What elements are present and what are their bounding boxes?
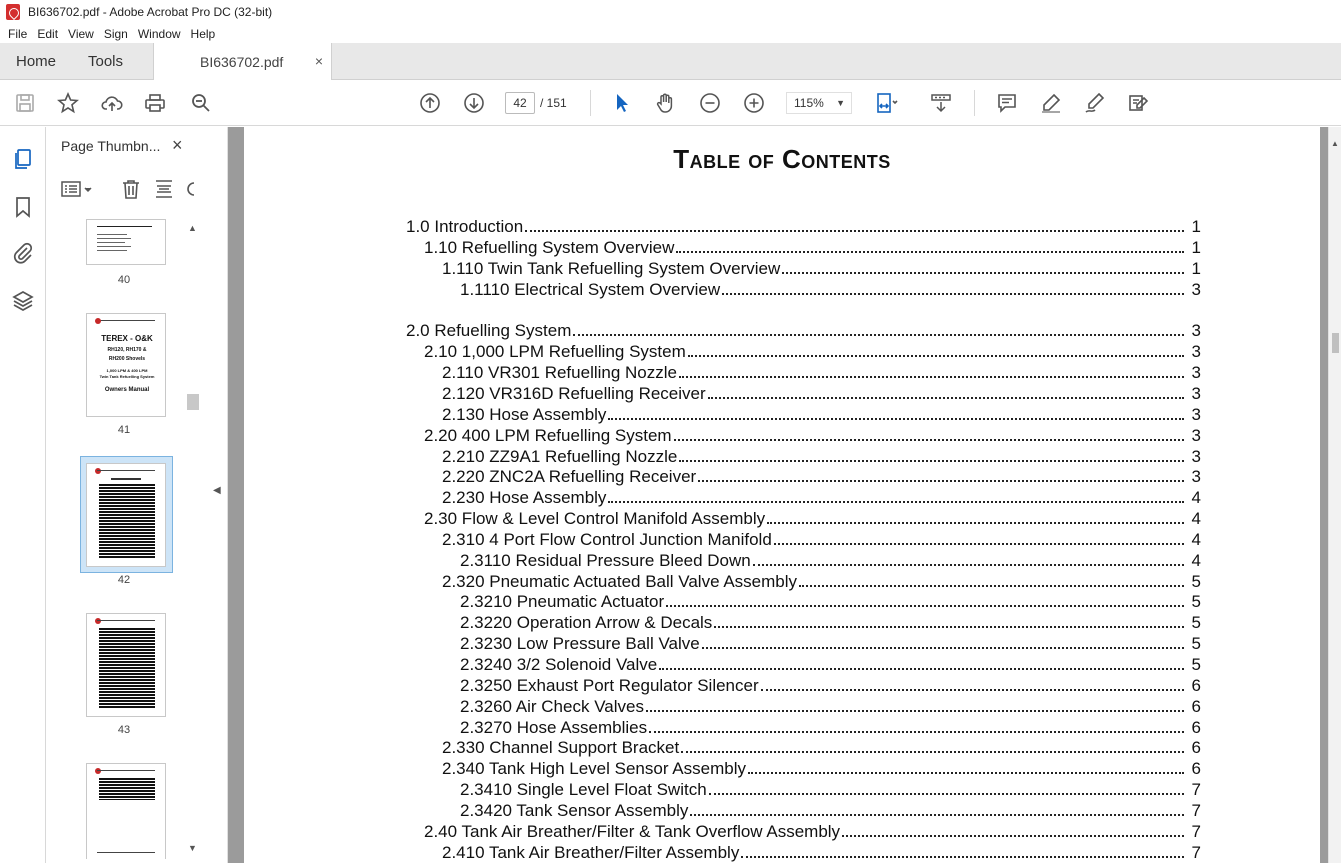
toc-leader-dots bbox=[679, 376, 1184, 378]
panel-title: Page Thumbn... bbox=[61, 138, 161, 154]
toc-entry[interactable] bbox=[424, 509, 1201, 530]
toc-entry-page: 6 bbox=[1191, 696, 1201, 716]
toc-leader-dots bbox=[681, 751, 1183, 753]
toc-entry-title: 1.0 Introduction bbox=[406, 217, 524, 236]
navigation-rail bbox=[0, 127, 46, 863]
cover-line: Twin Tank Refuelling System bbox=[99, 374, 155, 379]
page-number-input[interactable]: 42 bbox=[505, 92, 535, 114]
toc-entry[interactable] bbox=[406, 321, 1201, 342]
document-scrollbar[interactable] bbox=[1328, 127, 1341, 863]
sign-icon[interactable] bbox=[1084, 92, 1106, 114]
document-viewport bbox=[228, 127, 1328, 863]
toc-entry[interactable] bbox=[424, 342, 1201, 363]
toc-entry[interactable] bbox=[442, 384, 1201, 405]
page-down-icon[interactable] bbox=[463, 92, 485, 114]
toc-entry-page: 1 bbox=[1191, 237, 1201, 257]
toc-entry[interactable] bbox=[442, 572, 1201, 593]
tab-tools[interactable]: Tools bbox=[88, 53, 124, 70]
toc-leader-dots bbox=[608, 418, 1183, 420]
cloud-upload-icon[interactable] bbox=[101, 92, 123, 114]
zoom-value: 115% bbox=[794, 96, 824, 110]
toc-entry-title: 2.110 VR301 Refuelling Nozzle bbox=[442, 363, 677, 383]
scrollbar-thumb[interactable] bbox=[187, 394, 199, 410]
toc-entry-title: 2.30 Flow & Level Control Manifold Assembly bbox=[424, 509, 766, 529]
toc-entry[interactable] bbox=[442, 259, 1201, 280]
toc-entry[interactable] bbox=[442, 738, 1201, 759]
toc-entry-title: 2.340 Tank High Level Sensor Assembly bbox=[442, 759, 746, 779]
toc-leader-dots bbox=[774, 543, 1184, 545]
cover-line: RH200 Shovels bbox=[108, 356, 146, 362]
toc-entry[interactable] bbox=[442, 530, 1201, 551]
toc-entry[interactable] bbox=[460, 676, 1201, 697]
toc-entry-page: 4 bbox=[1191, 509, 1201, 529]
toc-entry[interactable] bbox=[460, 634, 1201, 655]
tab-document[interactable] bbox=[153, 43, 332, 81]
toc-leader-dots bbox=[666, 605, 1183, 607]
toc-leader-dots bbox=[690, 814, 1183, 816]
toc-entry-page: 3 bbox=[1191, 446, 1201, 466]
toc-entry-title: 2.20 400 LPM Refuelling System bbox=[424, 425, 672, 445]
toc-entry-page: 7 bbox=[1191, 800, 1201, 820]
close-panel-icon[interactable]: × bbox=[172, 135, 183, 155]
toc-leader-dots bbox=[761, 689, 1184, 691]
toc-entry-title: 2.410 Tank Air Breather/Filter Assembly bbox=[442, 842, 740, 862]
print-icon[interactable] bbox=[144, 92, 166, 114]
toc-entry-page: 7 bbox=[1191, 842, 1201, 862]
toc-entry-title: 2.130 Hose Assembly bbox=[442, 404, 607, 424]
thumbnail-page-number: 41 bbox=[117, 424, 131, 436]
cover-line: TEREX - O&K bbox=[101, 334, 153, 343]
tab-home[interactable]: Home bbox=[16, 53, 57, 70]
toc-entry[interactable] bbox=[406, 217, 1201, 238]
toc-leader-dots bbox=[674, 439, 1184, 441]
toc-entry-title: 2.3260 Air Check Valves bbox=[460, 696, 644, 716]
toc-entry[interactable] bbox=[460, 718, 1201, 739]
scroll-mode-icon[interactable] bbox=[930, 92, 952, 114]
more-tools-icon[interactable] bbox=[184, 178, 196, 200]
menu-edit[interactable]: Edit bbox=[37, 26, 59, 41]
toc-entry-title: 2.230 Hose Assembly bbox=[442, 488, 607, 508]
bookmark-icon[interactable] bbox=[11, 195, 35, 219]
panel-collapse-handle[interactable] bbox=[204, 127, 228, 863]
attachment-icon[interactable] bbox=[11, 241, 35, 265]
thumbnail-page-42[interactable] bbox=[86, 463, 166, 567]
toc-entry-page: 5 bbox=[1191, 592, 1201, 612]
thumbnail-scrollbar[interactable] bbox=[185, 219, 200, 859]
toc-entry[interactable] bbox=[442, 363, 1201, 384]
toc-leader-dots bbox=[573, 334, 1183, 336]
zoom-select[interactable] bbox=[786, 92, 852, 114]
acrobat-logo-icon bbox=[6, 4, 20, 20]
highlight-icon[interactable] bbox=[1040, 92, 1062, 114]
toc-entry[interactable] bbox=[442, 759, 1201, 780]
toc-entry-page: 3 bbox=[1191, 363, 1201, 383]
page-title: Table of Contents bbox=[673, 144, 891, 174]
toc-entry-page: 7 bbox=[1191, 821, 1201, 841]
menu-window[interactable]: Window bbox=[137, 26, 181, 41]
toc-entry-title: 2.10 1,000 LPM Refuelling System bbox=[424, 342, 686, 362]
toc-entry-page: 1 bbox=[1191, 217, 1201, 236]
menu-file[interactable]: File bbox=[8, 26, 28, 41]
toc-entry-title: 1.110 Twin Tank Refuelling System Overview bbox=[442, 258, 781, 278]
toc-entry-page: 3 bbox=[1191, 321, 1201, 341]
toc-entry-title: 2.0 Refuelling System bbox=[406, 321, 572, 341]
star-icon[interactable] bbox=[57, 92, 79, 114]
toc-entry-page: 3 bbox=[1191, 342, 1201, 362]
toc-entry-page: 4 bbox=[1191, 550, 1201, 570]
page-up-icon[interactable] bbox=[419, 92, 441, 114]
toc-entry-title: 2.3420 Tank Sensor Assembly bbox=[460, 800, 689, 820]
zoom-out-icon[interactable] bbox=[699, 92, 721, 114]
toc-entry-page: 5 bbox=[1191, 655, 1201, 674]
toc-leader-dots bbox=[708, 397, 1184, 399]
toc-entry[interactable] bbox=[460, 280, 1201, 301]
toc-leader-dots bbox=[659, 668, 1183, 670]
window-title: BI636702.pdf - Adobe Acrobat Pro DC (32-bit) bbox=[28, 5, 273, 19]
scrollbar-thumb[interactable] bbox=[1332, 333, 1339, 353]
scroll-up-icon[interactable]: ▲ bbox=[188, 223, 197, 233]
comment-icon[interactable] bbox=[996, 92, 1018, 114]
title-bar bbox=[0, 0, 1341, 24]
toolbar-separator bbox=[590, 90, 591, 116]
collapse-arrow-icon[interactable]: ◀ bbox=[213, 485, 221, 496]
toc-entry-title: 2.3210 Pneumatic Actuator bbox=[460, 592, 665, 612]
fill-sign-icon[interactable] bbox=[1127, 92, 1149, 114]
toc-entry-page: 7 bbox=[1191, 780, 1201, 800]
toc-entry-title: 2.3410 Single Level Float Switch bbox=[460, 780, 707, 800]
toc-entry[interactable] bbox=[460, 592, 1201, 613]
thumbnail-page-44[interactable] bbox=[86, 763, 166, 859]
toc-entry-title: 2.330 Channel Support Bracket bbox=[442, 738, 680, 758]
toc-entry[interactable] bbox=[460, 551, 1201, 572]
toc-leader-dots bbox=[676, 251, 1183, 253]
toc-entry[interactable] bbox=[460, 801, 1201, 822]
toc-entry[interactable] bbox=[460, 655, 1201, 676]
toc-entry-title: 2.3240 3/2 Solenoid Valve bbox=[460, 655, 658, 674]
toc-entry-page: 3 bbox=[1191, 467, 1201, 487]
toc-entry[interactable] bbox=[424, 822, 1201, 843]
page-thumbnails-panel bbox=[46, 127, 204, 863]
toc-entry-title: 2.210 ZZ9A1 Refuelling Nozzle bbox=[442, 446, 678, 466]
thumbnail-toolbar bbox=[46, 173, 204, 207]
toc-entry-title: 2.3270 Hose Assemblies bbox=[460, 717, 648, 737]
toc-entry-title: 2.40 Tank Air Breather/Filter & Tank Overflow Assembly bbox=[424, 821, 841, 841]
close-tab-icon[interactable]: × bbox=[314, 53, 323, 69]
toc-entry-page: 6 bbox=[1191, 759, 1201, 779]
thumbnail-page-41[interactable] bbox=[86, 313, 166, 417]
toc-leader-dots bbox=[679, 460, 1183, 462]
toc-leader-dots bbox=[782, 272, 1183, 274]
toc-entry-title: 1.1110 Electrical System Overview bbox=[460, 279, 721, 299]
tab-bar bbox=[0, 43, 1341, 80]
toc-entry[interactable] bbox=[442, 447, 1201, 468]
layers-icon[interactable] bbox=[11, 289, 35, 313]
toc-leader-dots bbox=[608, 501, 1183, 503]
toolbar-separator bbox=[974, 90, 975, 116]
toc-entry-page: 3 bbox=[1191, 425, 1201, 445]
toc-leader-dots bbox=[698, 480, 1183, 482]
toc-entry-page: 3 bbox=[1191, 279, 1201, 299]
select-arrow-icon[interactable] bbox=[611, 92, 633, 114]
toc-leader-dots bbox=[525, 230, 1183, 232]
toc-entry-title: 1.10 Refuelling System Overview bbox=[424, 237, 675, 257]
thumbnail-page-number: 40 bbox=[117, 274, 131, 286]
chevron-down-icon: ▼ bbox=[836, 98, 845, 108]
toc-entry-title: 2.310 4 Port Flow Control Junction Manifold bbox=[442, 529, 772, 549]
toc-entry-title: 2.3250 Exhaust Port Regulator Silencer bbox=[460, 675, 759, 695]
toc-entry[interactable] bbox=[460, 697, 1201, 718]
toc-leader-dots bbox=[702, 647, 1184, 649]
toc-leader-dots bbox=[722, 293, 1183, 295]
main-toolbar bbox=[0, 80, 1341, 126]
toc-entry-title: 2.320 Pneumatic Actuated Ball Valve Assembly bbox=[442, 571, 797, 591]
menu-bar bbox=[0, 24, 1341, 43]
toc-entry[interactable] bbox=[442, 405, 1201, 426]
save-icon[interactable] bbox=[14, 92, 36, 114]
toc-leader-dots bbox=[799, 585, 1184, 587]
scroll-down-icon[interactable]: ▼ bbox=[188, 843, 197, 853]
options-menu-icon[interactable] bbox=[60, 178, 94, 200]
hand-icon[interactable] bbox=[655, 92, 677, 114]
toc-entry-page: 5 bbox=[1191, 571, 1201, 591]
thumbnail-page-number: 43 bbox=[117, 724, 131, 736]
toc-entry[interactable] bbox=[442, 467, 1201, 488]
toc-entry-page: 3 bbox=[1191, 404, 1201, 424]
menu-view[interactable]: View bbox=[68, 26, 94, 41]
toc-entry[interactable] bbox=[424, 238, 1201, 259]
toc-entry-page: 3 bbox=[1191, 383, 1201, 403]
toc-entry-page: 5 bbox=[1191, 634, 1201, 654]
rotate-page-icon[interactable] bbox=[153, 178, 175, 200]
pdf-page bbox=[244, 127, 1320, 863]
thumbnail-page-43[interactable] bbox=[86, 613, 166, 717]
toc-leader-dots bbox=[688, 355, 1184, 357]
toc-entry-title: 2.3110 Residual Pressure Bleed Down bbox=[460, 550, 751, 570]
toc-entry-page: 6 bbox=[1191, 738, 1201, 758]
tab-document-label: BI636702.pdf bbox=[200, 54, 284, 70]
toc-leader-dots bbox=[709, 793, 1184, 795]
toc-entry-title: 2.3220 Operation Arrow & Decals bbox=[460, 613, 713, 633]
fit-page-icon[interactable] bbox=[876, 92, 898, 114]
thumbnail-page-40[interactable] bbox=[86, 219, 166, 265]
scroll-up-icon[interactable]: ▲ bbox=[1331, 139, 1339, 148]
toc-leader-dots bbox=[748, 772, 1184, 774]
page-thumbnails-icon[interactable] bbox=[11, 147, 35, 171]
thumbnail-page-number: 42 bbox=[117, 574, 131, 586]
toc-leader-dots bbox=[753, 564, 1184, 566]
toc-entry-title: 2.220 ZNC2A Refuelling Receiver bbox=[442, 467, 697, 487]
toc-leader-dots bbox=[767, 522, 1183, 524]
menu-sign[interactable]: Sign bbox=[103, 26, 128, 41]
cover-line: RH120, RH170 & bbox=[107, 347, 147, 353]
toc-entry[interactable] bbox=[442, 488, 1201, 509]
search-zoom-icon[interactable] bbox=[190, 92, 212, 114]
cover-line: Owners Manual bbox=[104, 387, 150, 393]
toc-leader-dots bbox=[646, 710, 1184, 712]
zoom-in-icon[interactable] bbox=[743, 92, 765, 114]
toc-entry[interactable] bbox=[460, 780, 1201, 801]
toc-leader-dots bbox=[741, 856, 1183, 858]
toc-entry-title: 2.120 VR316D Refuelling Receiver bbox=[442, 383, 706, 403]
toc-entry-page: 4 bbox=[1191, 488, 1201, 508]
toc-entry[interactable] bbox=[460, 613, 1201, 634]
toc-entry-page: 4 bbox=[1191, 529, 1201, 549]
delete-page-icon[interactable] bbox=[120, 178, 142, 200]
toc-leader-dots bbox=[649, 731, 1183, 733]
toc-entry-page: 6 bbox=[1191, 675, 1201, 695]
toc-entry-page: 1 bbox=[1191, 258, 1201, 278]
toc-entry-title: 2.3230 Low Pressure Ball Valve bbox=[460, 634, 700, 654]
cover-line: 1,000 LPM & 400 LPM bbox=[106, 368, 148, 373]
toc-entry-page: 6 bbox=[1191, 717, 1201, 737]
toc-leader-dots bbox=[714, 626, 1183, 628]
toc-entry[interactable] bbox=[442, 843, 1201, 864]
toc-entry[interactable] bbox=[424, 426, 1201, 447]
page-total: / 151 bbox=[540, 96, 567, 110]
toc-entry-page: 5 bbox=[1191, 613, 1201, 633]
toc-leader-dots bbox=[842, 835, 1183, 837]
menu-help[interactable]: Help bbox=[190, 26, 216, 41]
